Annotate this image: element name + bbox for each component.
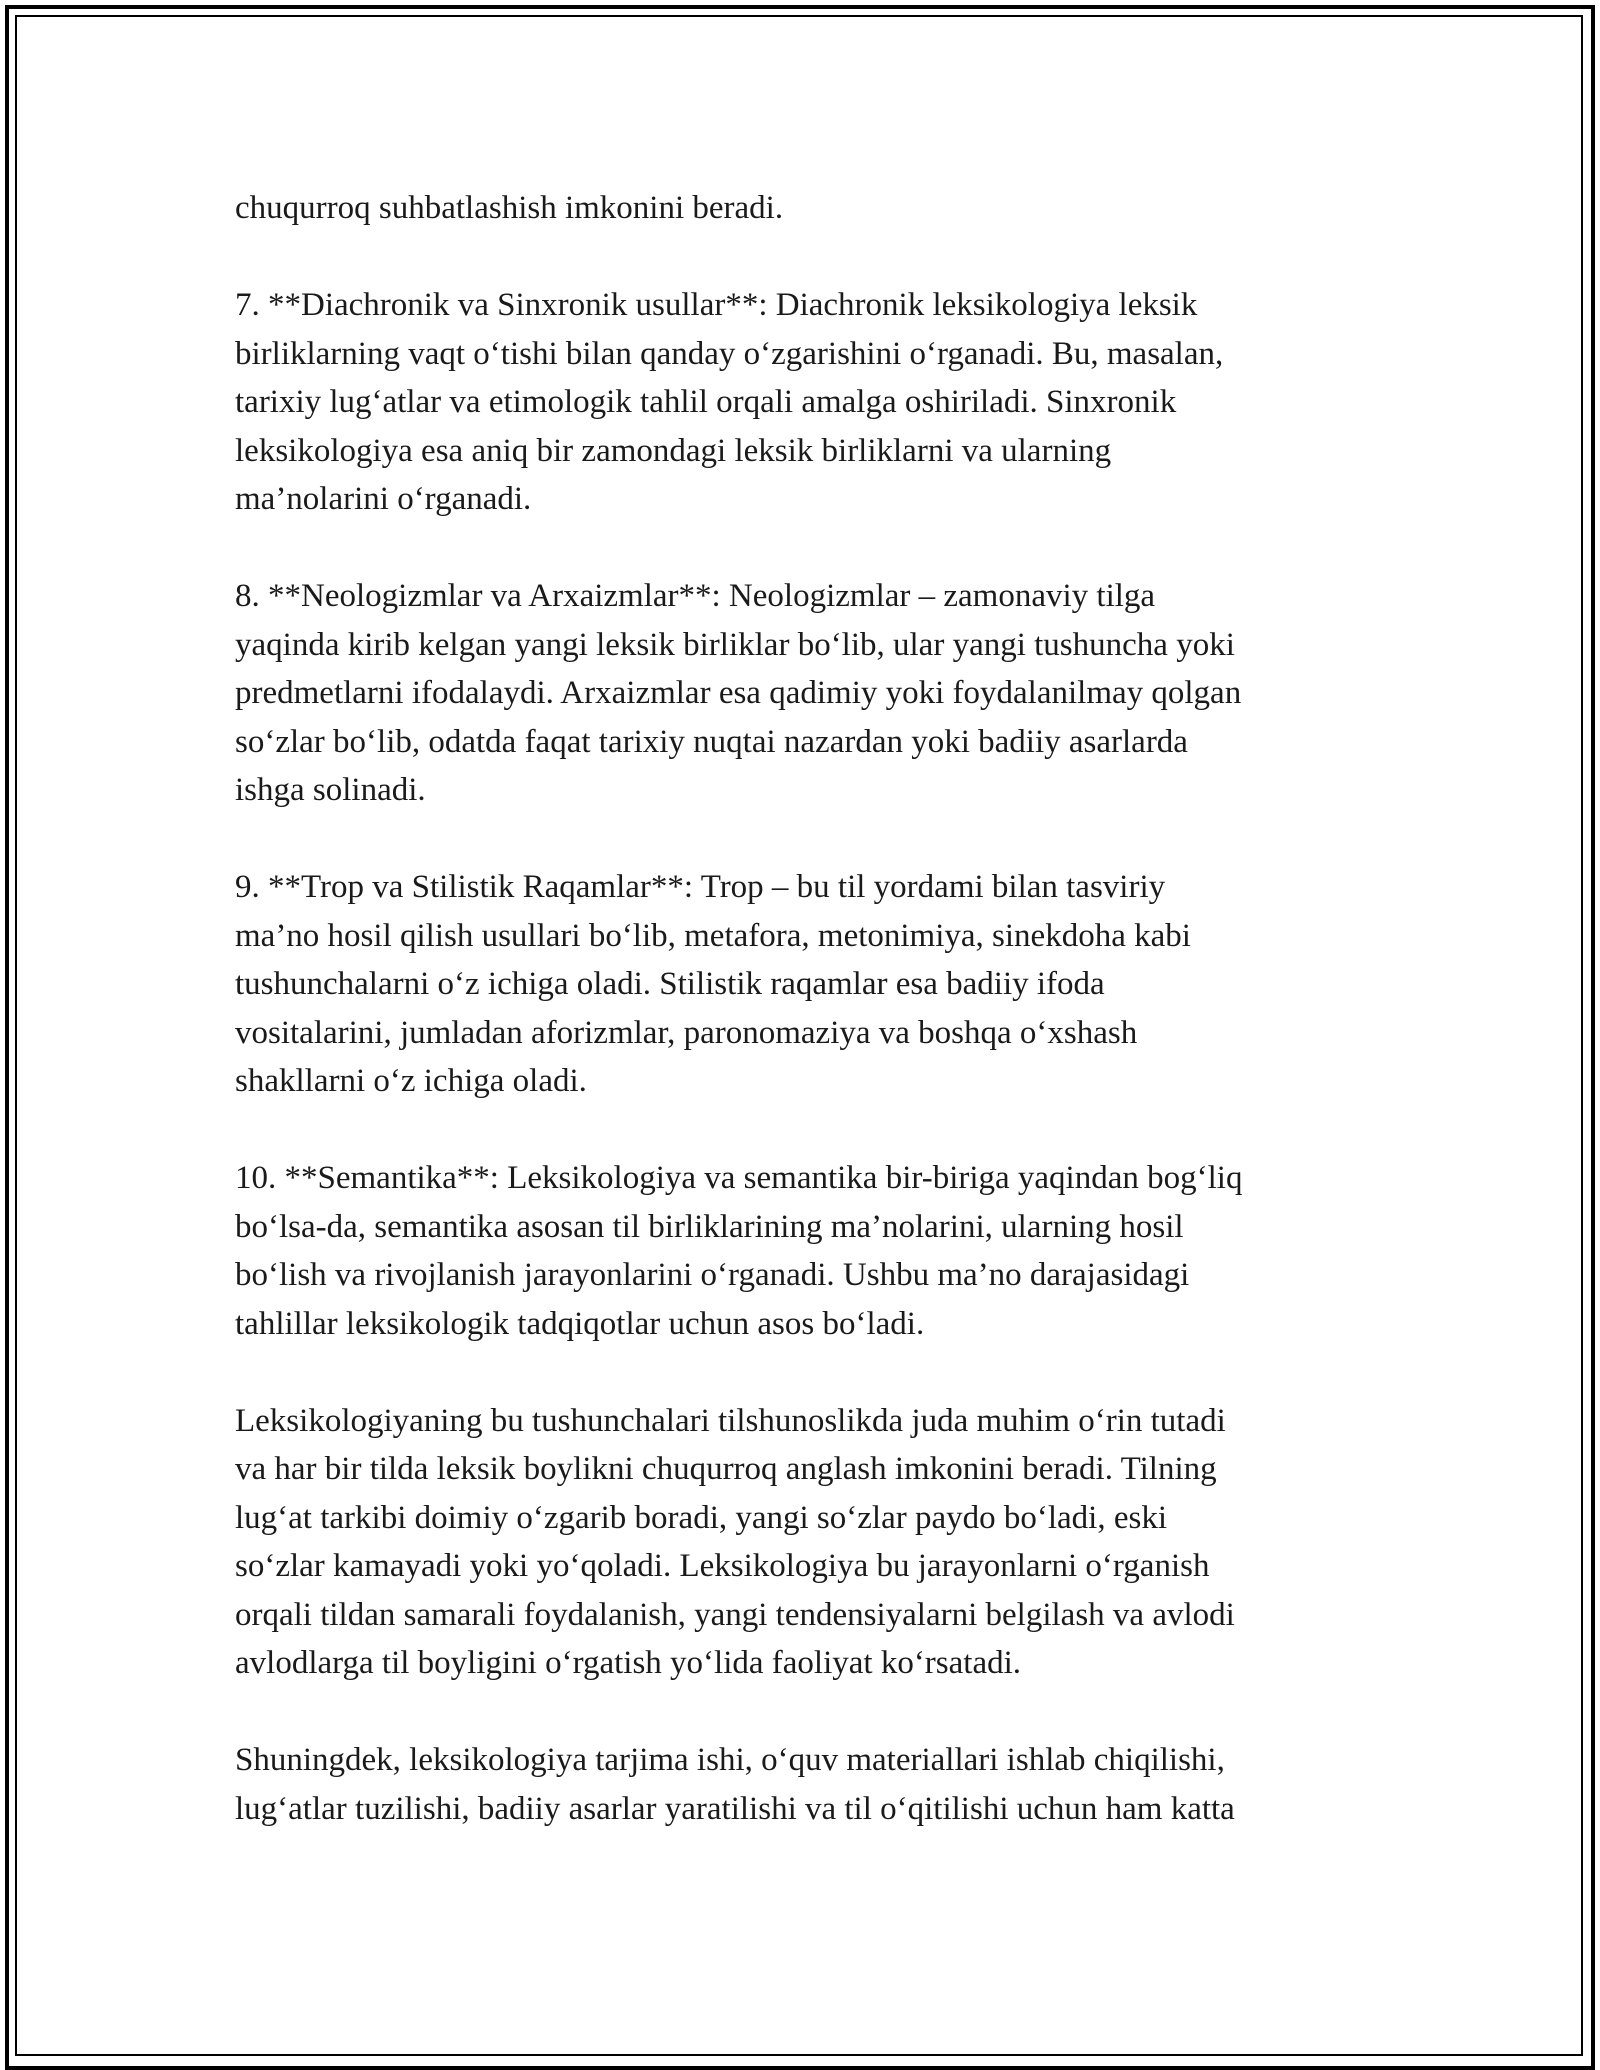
paragraph-continuation — [235, 184, 1375, 233]
text-line: vositalarini, jumladan aforizmlar, paronomaziya va boshqa o‘xshash — [235, 1014, 1138, 1051]
text-line: tarixiy lug‘atlar va etimologik tahlil orqali amalga oshiriladi. Sinxronik — [235, 384, 1177, 420]
text-line: tahlillar leksikologik tadqiqotlar uchun asos bo‘ladi. — [235, 1305, 925, 1342]
paragraph-item-8 — [235, 572, 1375, 815]
text-line: avlodlarga til boyligini o‘rgatish yo‘lida faoliyat ko‘rsatadi. — [235, 1645, 1022, 1681]
text-line: so‘zlar kamayadi yoki yo‘qoladi. Leksikologiya bu jarayonlarni o‘rganish — [235, 1548, 1210, 1584]
text-line: lug‘atlar tuzilishi, badiiy asarlar yaratilishi va til o‘qitilishi uchun ham katta — [235, 1790, 1235, 1827]
text-line: bo‘lsa-da, semantika asosan til birliklarining ma’nolarini, ularning hosil — [235, 1208, 1184, 1245]
text-line: so‘zlar bo‘lib, odatda faqat tarixiy nuqtai nazardan yoki badiiy asarlarda — [235, 723, 1188, 760]
text-line: Shuningdek, leksikologiya tarjima ishi, o‘quv materiallari ishlab chiqilishi, — [235, 1742, 1225, 1778]
document-body — [235, 184, 1375, 1882]
text-line: predmetlarni ifodalaydi. Arxaizmlar esa qadimiy yoki foydalanilmay qolgan — [235, 675, 1242, 711]
text-line: tushunchalarni o‘z ichiga oladi. Stilistik raqamlar esa badiiy ifoda — [235, 966, 1105, 1002]
paragraph-closing — [235, 1736, 1375, 1833]
text-line: orqali tildan samarali foydalanish, yangi tendensiyalarni belgilash va avlodi — [235, 1596, 1235, 1633]
text-line: birliklarning vaqt o‘tishi bilan qanday o‘zgarishini o‘rganadi. Bu, masalan, — [235, 335, 1224, 372]
text-line: 7. **Diachronik va Sinxronik usullar**: Diachronik leksikologiya leksik — [235, 287, 1198, 323]
text-line: ma’no hosil qilish usullari bo‘lib, metafora, metonimiya, sinekdoha kabi — [235, 917, 1191, 954]
paragraph-item-10 — [235, 1154, 1375, 1348]
text-line: bo‘lish va rivojlanish jarayonlarini o‘rganadi. Ushbu ma’no darajasidagi — [235, 1257, 1190, 1293]
paragraph-item-9 — [235, 863, 1375, 1106]
text-line: 8. **Neologizmlar va Arxaizmlar**: Neologizmlar – zamonaviy tilga — [235, 578, 1156, 614]
text-line: leksikologiya esa aniq bir zamondagi leksik birliklarni va ularning — [235, 432, 1112, 469]
text-line: shakllarni o‘z ichiga oladi. — [235, 1063, 587, 1099]
paragraph-summary — [235, 1397, 1375, 1688]
text-line: Leksikologiyaning bu tushunchalari tilshunoslikda juda muhim o‘rin tutadi — [235, 1402, 1226, 1439]
text-line: 9. **Trop va Stilistik Raqamlar**: Trop – bu til yordami bilan tasviriy — [235, 869, 1166, 905]
text-line: ishga solinadi. — [235, 772, 426, 808]
text-line: ma’nolarini o‘rganadi. — [235, 481, 532, 517]
text-line: va har bir tilda leksik boylikni chuqurroq anglash imkonini beradi. Tilning — [235, 1451, 1217, 1487]
text-line: lug‘at tarkibi doimiy o‘zgarib boradi, yangi so‘zlar paydo bo‘ladi, eski — [235, 1499, 1167, 1536]
text-line: chuqurroq suhbatlashish imkonini beradi. — [235, 190, 784, 226]
text-line: 10. **Semantika**: Leksikologiya va semantika bir-biriga yaqindan bog‘liq — [235, 1160, 1243, 1196]
text-line: yaqinda kirib kelgan yangi leksik birliklar bo‘lib, ular yangi tushuncha yoki — [235, 626, 1235, 663]
paragraph-item-7 — [235, 281, 1375, 524]
